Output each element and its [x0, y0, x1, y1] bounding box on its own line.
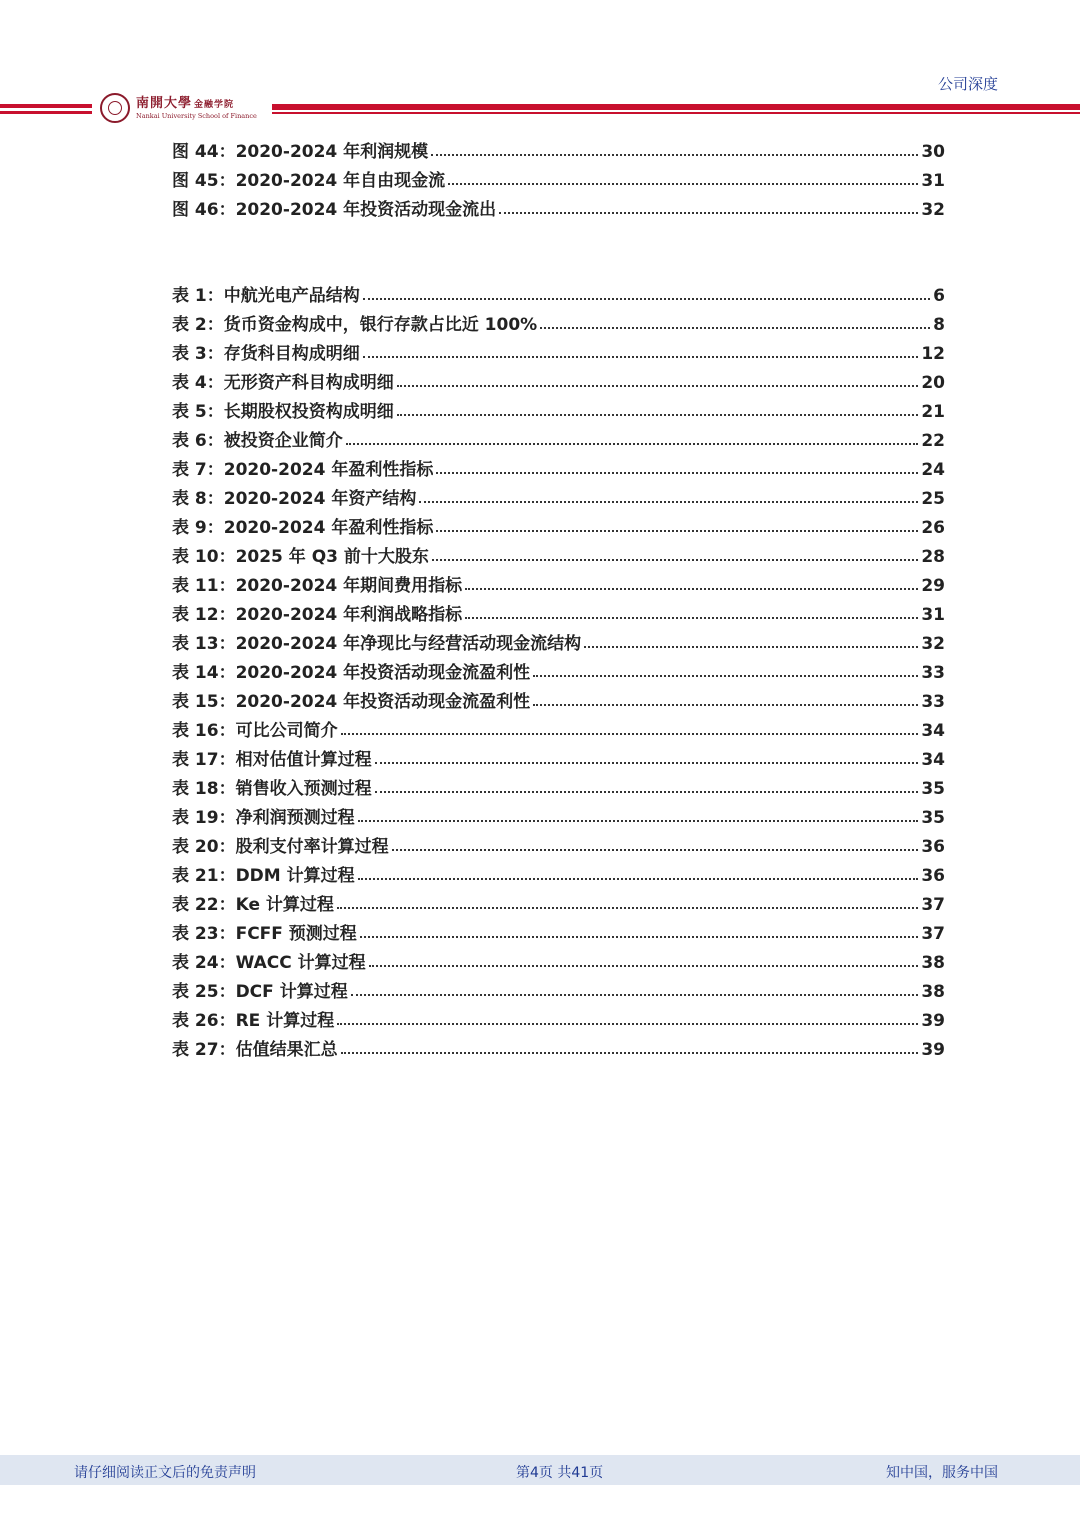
toc-leader	[584, 646, 918, 648]
toc-entry[interactable]	[172, 162, 945, 191]
toc-entry[interactable]	[172, 770, 945, 799]
toc-leader	[337, 907, 918, 909]
toc-entry-label: 表 17：相对估值计算过程	[172, 750, 372, 770]
toc-entry-page: 29	[921, 576, 945, 596]
header-rule-right	[272, 104, 1080, 110]
toc-entry-label: 表 22：Ke 计算过程	[172, 895, 334, 915]
toc-entry[interactable]	[172, 712, 945, 741]
toc-entry[interactable]	[172, 1002, 945, 1031]
toc-leader	[432, 559, 918, 561]
toc-leader	[369, 965, 919, 967]
toc-entry[interactable]	[172, 799, 945, 828]
toc-entry-page: 39	[921, 1011, 945, 1031]
toc-entry-page: 36	[921, 866, 945, 886]
toc-leader	[346, 443, 919, 445]
toc-leader	[533, 704, 918, 706]
toc-entry[interactable]	[172, 306, 945, 335]
toc-entry[interactable]	[172, 857, 945, 886]
toc-entry-label: 表 19：净利润预测过程	[172, 808, 355, 828]
toc-entry-page: 34	[921, 721, 945, 741]
toc-entry-page: 35	[921, 808, 945, 828]
toc-leader	[436, 530, 918, 532]
toc-entry-label: 表 15：2020-2024 年投资活动现金流盈利性	[172, 692, 531, 712]
toc-entry-label: 表 26：RE 计算过程	[172, 1011, 335, 1031]
toc-entry-page: 36	[921, 837, 945, 857]
toc-entry-page: 32	[921, 634, 945, 654]
toc-entry-label: 表 16：可比公司简介	[172, 721, 338, 741]
toc-leader	[465, 617, 918, 619]
toc-entry-page: 35	[921, 779, 945, 799]
toc-entry[interactable]	[172, 654, 945, 683]
toc-entry-label: 表 12：2020-2024 年利润战略指标	[172, 605, 463, 625]
toc-leader	[533, 675, 918, 677]
toc-entry-label: 表 18：销售收入预测过程	[172, 779, 372, 799]
toc-leader	[363, 356, 919, 358]
toc-entry-label: 表 2：货币资金构成中，银行存款占比近 100%	[172, 315, 538, 335]
toc-entry-page: 12	[921, 344, 945, 364]
toc-entry-page: 31	[921, 171, 945, 191]
header-right-label: 公司深度	[937, 75, 998, 93]
toc-entry[interactable]	[172, 973, 945, 1002]
toc-entry[interactable]	[172, 828, 945, 857]
toc-entry-label: 表 4：无形资产科目构成明细	[172, 373, 394, 393]
toc-entry-label: 图 46：2020-2024 年投资活动现金流出	[172, 200, 497, 220]
toc-entry[interactable]	[172, 944, 945, 973]
toc-leader	[358, 820, 919, 822]
logo-cn-text: 南開大學	[136, 95, 193, 111]
toc-leader	[392, 849, 919, 851]
toc-entry-page: 20	[921, 373, 945, 393]
toc-entry-page: 24	[921, 460, 945, 480]
toc-entry-page: 28	[921, 547, 945, 567]
toc-entry[interactable]	[172, 683, 945, 712]
toc-entry-page: 25	[921, 489, 945, 509]
toc-entry[interactable]	[172, 625, 945, 654]
toc-entry-label: 表 3：存货科目构成明细	[172, 344, 360, 364]
toc-entry[interactable]	[172, 596, 945, 625]
toc-entry-page: 22	[921, 431, 945, 451]
toc-leader	[375, 762, 919, 764]
header-rule-left-thin	[0, 111, 92, 114]
toc-entry-label: 图 44：2020-2024 年利润规模	[172, 142, 429, 162]
toc-entry-page: 39	[921, 1040, 945, 1060]
toc-leader	[436, 472, 918, 474]
toc-leader	[448, 183, 918, 185]
footer-page-number: 第4页 共41页	[516, 1465, 604, 1481]
toc-entry-page: 37	[921, 924, 945, 944]
toc-entry-label: 表 9：2020-2024 年盈利性指标	[172, 518, 434, 538]
toc-leader	[351, 994, 919, 996]
toc-entry-label: 表 24：WACC 计算过程	[172, 953, 366, 973]
footer-disclaimer: 请仔细阅读正文后的免责声明	[74, 1465, 256, 1481]
toc-leader	[540, 327, 930, 329]
toc-entry[interactable]	[172, 1031, 945, 1060]
toc-entry-label: 表 25：DCF 计算过程	[172, 982, 348, 1002]
toc-entry-page: 21	[921, 402, 945, 422]
nankai-logo	[100, 90, 268, 126]
table-list	[172, 277, 945, 1060]
toc-entry-page: 34	[921, 750, 945, 770]
header-rule-right-thin	[272, 112, 1080, 114]
toc-leader	[397, 385, 919, 387]
toc-entry[interactable]	[172, 422, 945, 451]
toc-leader	[431, 154, 918, 156]
toc-entry[interactable]	[172, 451, 945, 480]
toc-entry-label: 表 7：2020-2024 年盈利性指标	[172, 460, 434, 480]
toc-entry-page: 38	[921, 953, 945, 973]
page-footer	[0, 1455, 1080, 1485]
toc-entry-page: 33	[921, 663, 945, 683]
toc-entry-label: 表 1：中航光电产品结构	[172, 286, 360, 306]
toc-leader	[363, 298, 930, 300]
toc-entry-page: 26	[921, 518, 945, 538]
toc-leader	[341, 1052, 919, 1054]
toc-entry-page: 8	[933, 315, 945, 335]
toc-leader	[375, 791, 919, 793]
toc-entry[interactable]	[172, 509, 945, 538]
toc-entry-page: 32	[921, 200, 945, 220]
toc-entry-label: 表 23：FCFF 预测过程	[172, 924, 357, 944]
toc-leader	[341, 733, 919, 735]
toc-entry-label: 表 6：被投资企业简介	[172, 431, 343, 451]
footer-slogan: 知中国，服务中国	[886, 1465, 998, 1481]
toc-entry-label: 表 8：2020-2024 年资产结构	[172, 489, 417, 509]
toc-leader	[337, 1023, 918, 1025]
toc-entry[interactable]	[172, 277, 945, 306]
toc-entry-label: 表 20：股利支付率计算过程	[172, 837, 389, 857]
toc-entry-label: 表 14：2020-2024 年投资活动现金流盈利性	[172, 663, 531, 683]
toc-entry-page: 30	[921, 142, 945, 162]
toc-entry-label: 表 5：长期股权投资构成明细	[172, 402, 394, 422]
toc-entry-page: 6	[933, 286, 945, 306]
toc-entry-page: 37	[921, 895, 945, 915]
toc-entry[interactable]	[172, 538, 945, 567]
toc-leader	[397, 414, 919, 416]
toc-entry-label: 表 13：2020-2024 年净现比与经营活动现金流结构	[172, 634, 582, 654]
toc-entry[interactable]	[172, 364, 945, 393]
toc-entry-label: 表 27：估值结果汇总	[172, 1040, 338, 1060]
toc-entry[interactable]	[172, 393, 945, 422]
university-seal-icon	[100, 93, 130, 123]
toc-entry-label: 表 21：DDM 计算过程	[172, 866, 355, 886]
toc-entry-page: 38	[921, 982, 945, 1002]
header-rule-left	[0, 104, 92, 108]
logo-en-text: Nankai University School of Finance	[136, 111, 257, 120]
toc-entry[interactable]	[172, 480, 945, 509]
toc-leader	[465, 588, 918, 590]
toc-leader	[358, 878, 919, 880]
toc-entry[interactable]	[172, 191, 945, 220]
toc-entry[interactable]	[172, 567, 945, 596]
toc-entry[interactable]	[172, 741, 945, 770]
toc-entry[interactable]	[172, 133, 945, 162]
toc-entry-page: 31	[921, 605, 945, 625]
logo-cn-sub: 金融学院	[194, 99, 235, 110]
toc-leader	[419, 501, 918, 503]
toc-entry-label: 图 45：2020-2024 年自由现金流	[172, 171, 446, 191]
toc-entry-label: 表 10：2025 年 Q3 前十大股东	[172, 547, 429, 567]
toc-entry-page: 33	[921, 692, 945, 712]
toc-leader	[360, 936, 919, 938]
toc-entry-label: 表 11：2020-2024 年期间费用指标	[172, 576, 463, 596]
toc-entry[interactable]	[172, 915, 945, 944]
figure-list	[172, 133, 945, 220]
toc-leader	[499, 212, 918, 214]
toc-entry[interactable]	[172, 335, 945, 364]
toc-entry[interactable]	[172, 886, 945, 915]
